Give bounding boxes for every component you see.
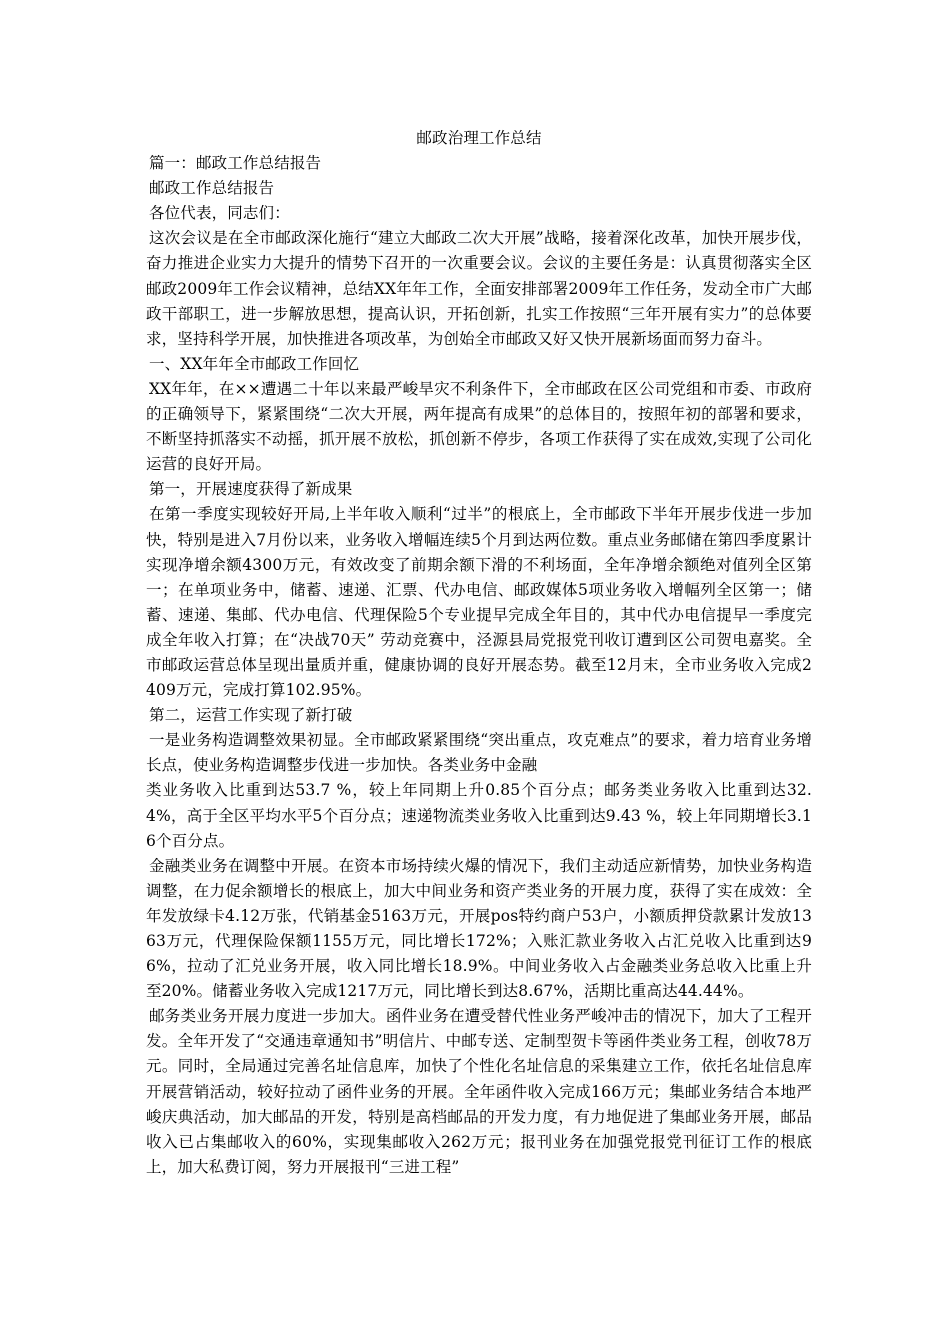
- section-heading: 一、XX年年全市邮政工作回忆: [149, 354, 360, 373]
- body-paragraph: 金融类业务在调整中开展。在资本市场持续火爆的情况下，我们主动适应新情势，加快业务构造调整，在力促余额增长的根底上，加大中间业务和资产类业务的开展力度，获得了实在成效：全年发放绿卡4.12万张，代销基金5163万元，开展pos特约商户53户，小额质押贷款累计发放1363万元，代理保险保额1155万元，同比增长172%；入账汇款业务收入占汇兑收入比重到达96%，拉动了汇兑业务开展，收入同比增长18.9%。中间业务收入占金融类业务总收入比重上升至20%。储蓄业务收入完成1217万元，同比增长到达8.67%，活期比重高达44.44%。: [146, 856, 812, 1001]
- section-heading: 第一，开展速度获得了新成果: [149, 480, 353, 499]
- section-heading: 篇一：邮政工作总结报告: [149, 154, 322, 173]
- section-heading: 各位代表，同志们：: [149, 204, 290, 223]
- body-paragraph: 邮务类业务开展力度进一步加大。函件业务在遭受替代性业务严峻冲击的情况下，加大了工程开发。全年开发了“交通违章通知书”明信片、中邮专送、定制型贺卡等函件类业务工程，创收78万元。同时，全局通过完善名址信息库，加快了个性化名址信息的采集建立工作，依托名址信息库开展营销活动，较好拉动了函件业务的开展。全年函件收入完成166万元；集邮业务结合本地严峻庆典活动，加大邮品的开发，特别是高档邮品的开发力度，有力地促进了集邮业务开展，邮品收入已占集邮收入的60%，实现集邮收入262万元；报刊业务在加强党报党刊征订工作的根底上，加大私费订阅，努力开展报刊“三进工程”: [146, 1007, 812, 1176]
- document-body: [146, 126, 812, 1180]
- section-heading: 第二，运营工作实现了新打破: [149, 706, 353, 725]
- section-heading: 邮政工作总结报告: [149, 179, 275, 198]
- document-blocks: [146, 151, 812, 1180]
- body-paragraph: 在第一季度实现较好开局,上半年收入顺利“过半”的根底上，全市邮政下半年开展步伐进一步加快，特别是进入7月份以来，业务收入增幅连续5个月到达两位数。重点业务邮储在第四季度累计实现净增余额4300万元，有效改变了前期余额下滑的不利场面，全年净增余额绝对值列全区第一；在单项业务中，储蓄、速递、汇票、代办电信、邮政媒体5项业务收入增幅列全区第一；储蓄、速递、集邮、代办电信、代理保险5个专业提早完成全年目的，其中代办电信提早一季度完成全年收入打算；在“决战70天” 劳动竞赛中，泾源县局党报党刊收订遭到区公司贺电嘉奖。全市邮政运营总体呈现出量质并重，健康协调的良好开展态势。截至12月末，全市业务收入完成2409万元，完成打算102.95%。: [146, 505, 812, 700]
- body-paragraph: XX年年，在××遭遇二十年以来最严峻旱灾不利条件下，全市邮政在区公司党组和市委、市政府的正确领导下，紧紧围绕“二次大开展，两年提高有成果”的总体目的，按照年初的部署和要求，不断坚持抓落实不动摇，抓开展不放松，抓创新不停步，各项工作获得了实在成效,实现了公司化运营的良好开局。: [146, 379, 812, 474]
- document-title: 邮政治理工作总结: [416, 129, 542, 147]
- body-paragraph: 一是业务构造调整效果初显。全市邮政紧紧围绕“突出重点，攻克难点”的要求，着力培育业务增长点，使业务构造调整步伐进一步加快。各类业务中金融: [146, 731, 812, 775]
- body-paragraph: 这次会议是在全市邮政深化施行“建立大邮政二次大开展”战略，接着深化改革，加快开展步伐，奋力推进企业实力大提升的情势下召开的一次重要会议。会议的主要任务是：认真贯彻落实全区邮政2009年工作会议精神，总结XX年年工作，全面安排部署2009年工作任务，发动全市广大邮政干部职工，进一步解放思想，提高认识，开拓创新，扎实工作按照“三年开展有实力”的总体要求，坚持科学开展，加快推进各项改革，为创始全市邮政又好又快开展新场面而努力奋斗。: [146, 229, 812, 348]
- body-paragraph: 类业务收入比重到达53.7 %，较上年同期上升0.85个百分点；邮务类业务收入比重到达32.4%，高于全区平均水平5个百分点；速递物流类业务收入比重到达9.43 %，较上年同期增长3.16个百分点。: [146, 781, 812, 850]
